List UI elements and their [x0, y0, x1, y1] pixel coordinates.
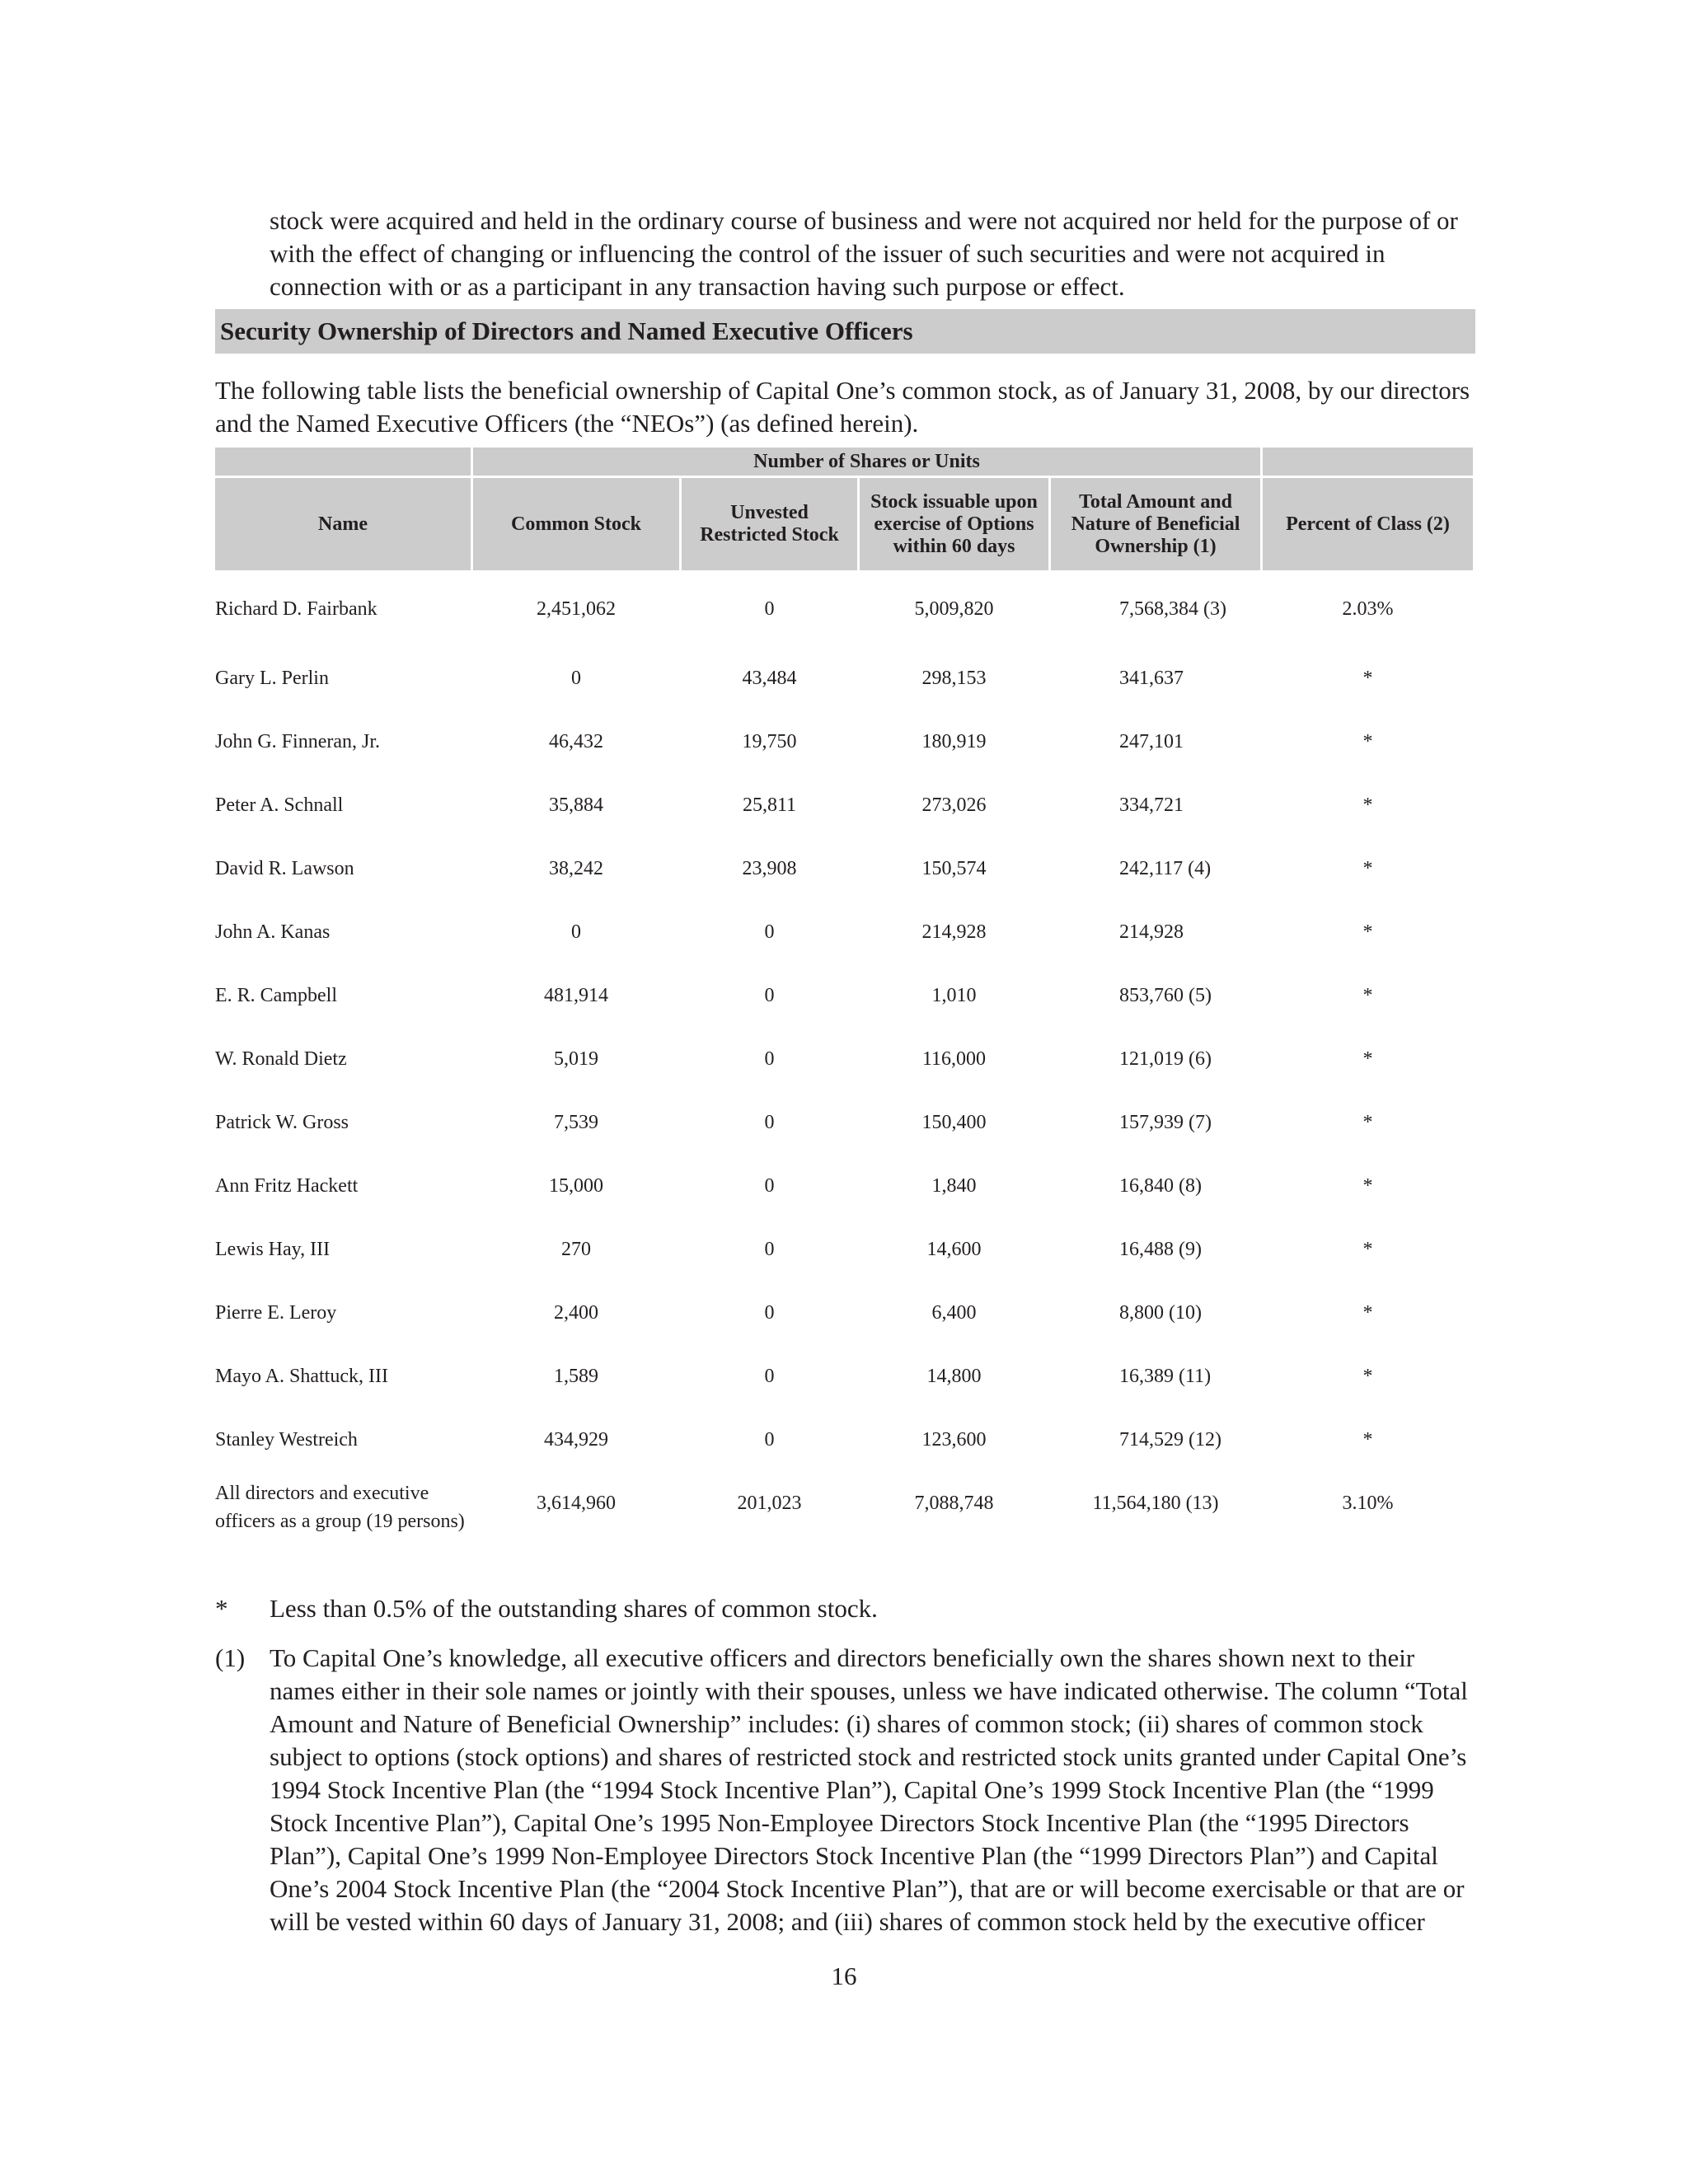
- cell-name: John G. Finneran, Jr.: [215, 731, 380, 752]
- cell-percent: *: [1362, 985, 1373, 1006]
- cell-name: Mayo A. Shattuck, III: [215, 1366, 388, 1387]
- cell-unvested: 23,908: [742, 858, 797, 879]
- cell-common: 7,539: [554, 1112, 598, 1133]
- continuation-paragraph: stock were acquired and held in the ordinary course of business and were not acquired nor held for the purpose of or with the effect of changing or influencing the control of the issuer of such securities and were not acquired in connection with or as a participant in any transaction having such purpose or effect.: [270, 206, 1458, 301]
- table-row: [215, 1155, 1473, 1216]
- cell-common: 46,432: [549, 731, 603, 752]
- column-header-common-stock: Common Stock: [473, 478, 679, 570]
- cell-options: 1,840: [931, 1175, 977, 1197]
- cell-common: 15,000: [549, 1175, 603, 1197]
- cell-total: 16,389 (11): [1119, 1366, 1212, 1387]
- cell-unvested: 0: [764, 1048, 775, 1070]
- table-row: [215, 902, 1473, 963]
- cell-total: 16,840 (8): [1119, 1175, 1202, 1197]
- cell-name: Peter A. Schnall: [215, 794, 344, 816]
- cell-total: 8,800 (10): [1119, 1302, 1202, 1324]
- cell-common: 2,451,062: [537, 598, 616, 620]
- header-name-spacer: [215, 448, 471, 476]
- cell-total: 7,568,384 (3): [1119, 598, 1226, 620]
- cell-total: 11,564,180 (13): [1092, 1493, 1219, 1514]
- table-row: [215, 711, 1473, 772]
- cell-name: E. R. Campbell: [215, 985, 337, 1006]
- cell-options: 14,800: [926, 1366, 982, 1387]
- cell-total: 157,939 (7): [1119, 1112, 1212, 1133]
- cell-options: 150,574: [921, 858, 987, 879]
- cell-common: 434,929: [544, 1429, 608, 1451]
- cell-common: 38,242: [549, 858, 603, 879]
- column-header-unvested: Unvested Restricted Stock: [682, 478, 857, 570]
- section-heading: Security Ownership of Directors and Named Executive Officers: [215, 309, 1475, 354]
- cell-common: 35,884: [549, 794, 603, 816]
- cell-common: 2,400: [554, 1302, 598, 1324]
- cell-unvested: 0: [764, 598, 775, 620]
- cell-total: 714,529 (12): [1119, 1429, 1221, 1451]
- cell-percent: *: [1362, 731, 1373, 752]
- cell-common: 0: [571, 668, 581, 689]
- cell-name: Pierre E. Leroy: [215, 1302, 337, 1324]
- cell-options: 116,000: [921, 1048, 987, 1070]
- table-row: [215, 1409, 1473, 1470]
- cell-options: 123,600: [921, 1429, 987, 1451]
- cell-unvested: 0: [764, 1175, 775, 1197]
- cell-percent: *: [1362, 1048, 1373, 1070]
- cell-percent: *: [1362, 1366, 1373, 1387]
- cell-options: 7,088,748: [914, 1493, 994, 1514]
- cell-options: 6,400: [931, 1302, 977, 1324]
- table-row: [215, 573, 1473, 645]
- cell-unvested: 0: [764, 1112, 775, 1133]
- cell-common: 5,019: [554, 1048, 598, 1070]
- table-row: [215, 775, 1473, 836]
- cell-options: 273,026: [921, 794, 987, 816]
- footnote: [215, 1592, 1475, 1625]
- table-row: [215, 1282, 1473, 1343]
- table-row-group-total: [215, 1473, 1473, 1580]
- cell-unvested: 0: [764, 1429, 775, 1451]
- cell-unvested: 19,750: [742, 731, 797, 752]
- cell-total: 247,101: [1119, 731, 1184, 752]
- cell-common: 0: [571, 921, 581, 943]
- cell-common: 481,914: [544, 985, 608, 1006]
- table-body: [215, 573, 1473, 1580]
- cell-total: 242,117 (4): [1119, 858, 1212, 879]
- cell-total: 341,637: [1119, 668, 1184, 689]
- table-row: [215, 1346, 1473, 1407]
- cell-percent: *: [1362, 921, 1373, 943]
- cell-total: 214,928: [1119, 921, 1184, 943]
- cell-percent: *: [1362, 1239, 1373, 1260]
- footnote-marker: *: [215, 1594, 228, 1623]
- cell-percent: *: [1362, 1175, 1373, 1197]
- column-header-total: Total Amount and Nature of Beneficial Ownership (1): [1051, 478, 1260, 570]
- cell-percent: 2.03%: [1342, 598, 1394, 620]
- table-row: [215, 1029, 1473, 1090]
- intro-paragraph: The following table lists the beneficial ownership of Capital One’s common stock, as of January 31, 2008, by our directors and the Named Executive Officers (the “NEOs”) (as defined herein).: [215, 376, 1470, 438]
- cell-unvested: 0: [764, 1302, 775, 1324]
- footnote-text: Less than 0.5% of the outstanding shares of common stock.: [270, 1594, 878, 1623]
- footnote-text: To Capital One’s knowledge, all executive officers and directors beneficially own the shares shown next to their names either in their sole names or jointly with their spouses, unless we have indicated otherwise. The column “Total Amount and Nature of Beneficial Ownership” includes: (i) shares of common stock; (ii) shares of common stock subject to options (stock options) and shares of restricted stock and restricted stock units granted under Capital One’s 1994 Stock Incentive Plan (the “1994 Stock Incentive Plan”), Capital One’s 1999 Stock Incentive Plan (the “1999 Stock Incentive Plan”), Capital One’s 1995 Non-Employee Directors Stock Incentive Plan (the “1995 Directors Plan”), Capital One’s 1999 Non-Employee Directors Stock Incentive Plan (the “1999 Directors Plan”) and Capital One’s 2004 Stock Incentive Plan (the “2004 Stock Incentive Plan”), that are or will become exercisable or that are or will be vested within 60 days of January 31, 2008; and (iii) shares of common stock held by the executive officer: [270, 1643, 1468, 1936]
- cell-percent: 3.10%: [1342, 1493, 1394, 1514]
- cell-unvested: 43,484: [742, 668, 797, 689]
- cell-total: 121,019 (6): [1119, 1048, 1212, 1070]
- cell-percent: *: [1362, 1302, 1373, 1324]
- table-row: [215, 1092, 1473, 1153]
- table-row: [215, 838, 1473, 899]
- cell-name: David R. Lawson: [215, 858, 354, 879]
- cell-unvested: 0: [764, 1366, 775, 1387]
- cell-unvested: 0: [764, 1239, 775, 1260]
- cell-unvested: 25,811: [742, 794, 797, 816]
- cell-total: 334,721: [1119, 794, 1184, 816]
- cell-options: 14,600: [926, 1239, 982, 1260]
- cell-unvested: 0: [764, 921, 775, 943]
- cell-options: 5,009,820: [914, 598, 994, 620]
- cell-unvested: 0: [764, 985, 775, 1006]
- cell-name: John A. Kanas: [215, 921, 331, 943]
- table-row: [215, 1219, 1473, 1280]
- table-row: [215, 648, 1473, 709]
- cell-total: 853,760 (5): [1119, 985, 1212, 1006]
- cell-common: 3,614,960: [537, 1493, 616, 1514]
- cell-percent: *: [1362, 1429, 1373, 1451]
- cell-options: 150,400: [921, 1112, 987, 1133]
- cell-name: Patrick W. Gross: [215, 1112, 349, 1133]
- cell-unvested: 201,023: [737, 1493, 802, 1514]
- cell-name: Richard D. Fairbank: [215, 598, 377, 620]
- page-number: 16: [831, 1961, 857, 1990]
- footnote-marker: (1): [215, 1643, 246, 1672]
- ownership-table: [213, 445, 1475, 1582]
- column-header-name: Name: [215, 478, 471, 570]
- cell-options: 180,919: [921, 731, 987, 752]
- cell-name: Ann Fritz Hackett: [215, 1175, 359, 1197]
- cell-common: 270: [561, 1239, 591, 1260]
- cell-name: All directors and executive officers as a group (19 persons): [215, 1483, 465, 1532]
- cell-percent: *: [1362, 858, 1373, 879]
- cell-name: W. Ronald Dietz: [215, 1048, 347, 1070]
- cell-common: 1,589: [554, 1366, 598, 1387]
- table-row: [215, 965, 1473, 1026]
- column-header-options: Stock issuable upon exercise of Options within 60 days: [860, 478, 1048, 570]
- cell-total: 16,488 (9): [1119, 1239, 1202, 1260]
- cell-percent: *: [1362, 1112, 1373, 1133]
- column-header-percent: Percent of Class (2): [1263, 478, 1473, 570]
- cell-options: 298,153: [921, 668, 987, 689]
- cell-percent: *: [1362, 668, 1373, 689]
- cell-name: Stanley Westreich: [215, 1429, 358, 1451]
- cell-name: Gary L. Perlin: [215, 668, 329, 689]
- cell-options: 1,010: [931, 985, 977, 1006]
- header-percent-spacer: [1263, 448, 1473, 476]
- footnotes: [215, 1592, 1475, 1938]
- document-page: [215, 204, 1475, 1955]
- footnote: [215, 1642, 1475, 1938]
- group-header: Number of Shares or Units: [473, 448, 1260, 476]
- cell-options: 214,928: [921, 921, 987, 943]
- cell-name: Lewis Hay, III: [215, 1239, 331, 1260]
- cell-percent: *: [1362, 794, 1373, 816]
